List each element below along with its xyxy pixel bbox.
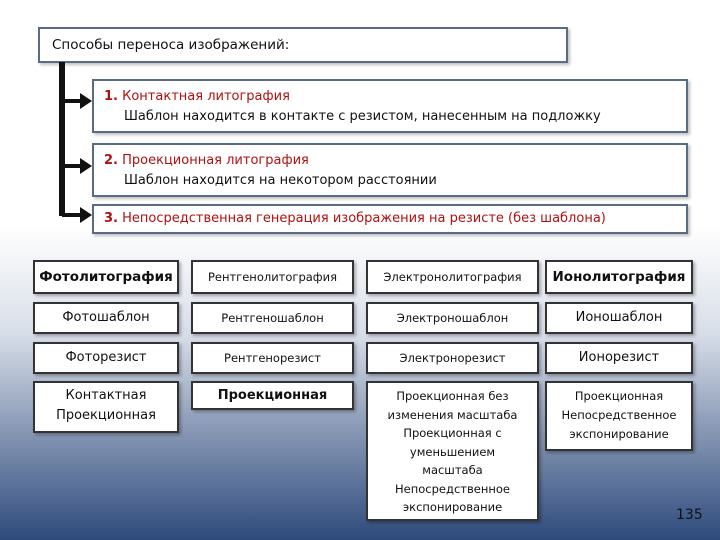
method-line: Проекционная <box>217 388 328 403</box>
method-line: Контактная <box>65 388 147 403</box>
method-box-1 <box>92 79 688 133</box>
method-line: масштаба <box>422 463 483 477</box>
cell-electron-lithography: Электронолитография <box>366 260 539 294</box>
header-box <box>38 27 568 63</box>
connector-branch-1 <box>62 99 82 103</box>
method-2-title: Проекционная литография <box>122 153 309 168</box>
method-1-subtitle: Шаблон находится в контакте с резистом, нанесенным на подложку <box>124 109 601 124</box>
cell-x-ray-resist: Рентгенорезист <box>191 342 354 374</box>
method-2-number: 2. <box>104 153 118 168</box>
connector-trunk <box>59 62 65 216</box>
cell-electron-methods <box>366 381 539 521</box>
cell-electron-resist: Электронорезист <box>366 342 539 374</box>
method-line: Проекционная без <box>396 389 509 403</box>
method-line: экспонирование <box>569 427 669 441</box>
cell-ion-lithography: Ионолитография <box>545 260 693 294</box>
method-line: Проекционная с <box>403 426 502 440</box>
method-line: экспонирование <box>402 500 503 514</box>
cell-photoresist: Фоторезист <box>33 342 179 374</box>
method-line: Проекционная <box>574 389 664 403</box>
method-box-2 <box>92 143 688 197</box>
connector-branch-2 <box>62 164 82 168</box>
arrow-3-icon <box>80 207 92 223</box>
method-line: уменьшением <box>409 444 496 459</box>
cell-photomask: Фотошаблон <box>33 302 179 334</box>
cell-photolithography: Фотолитография <box>33 260 179 294</box>
method-3-number: 3. <box>104 211 118 226</box>
cell-ion-mask: Ионошаблон <box>545 302 693 334</box>
method-1-number: 1. <box>104 89 118 104</box>
page-number: 135 <box>676 507 703 523</box>
method-3-title: Непосредственная генерация изображения на резисте (без шаблона) <box>122 211 606 226</box>
arrow-2-icon <box>80 158 92 174</box>
method-2-subtitle: Шаблон находится на некотором расстоянии <box>124 173 437 188</box>
cell-x-ray-lithography: Рентгенолитография <box>191 260 354 294</box>
cell-electron-mask: Электроношаблон <box>366 302 539 334</box>
cell-photo-methods <box>33 381 179 433</box>
method-line: Непосредственное <box>561 408 677 422</box>
header-title: Способы переноса изображений: <box>52 37 290 53</box>
method-1-title: Контактная литография <box>122 89 290 104</box>
arrow-1-icon <box>80 93 92 109</box>
cell-ion-resist: Ионорезист <box>545 342 693 374</box>
cell-ion-methods <box>545 381 693 451</box>
method-line: Непосредственное <box>395 481 510 496</box>
cell-x-ray-methods <box>191 381 354 410</box>
method-line: изменения масштаба <box>387 407 518 422</box>
method-line: Проекционная <box>56 408 156 423</box>
cell-x-ray-mask: Рентгеношаблон <box>191 302 354 334</box>
method-box-3 <box>92 204 688 234</box>
connector-branch-3 <box>62 213 82 217</box>
